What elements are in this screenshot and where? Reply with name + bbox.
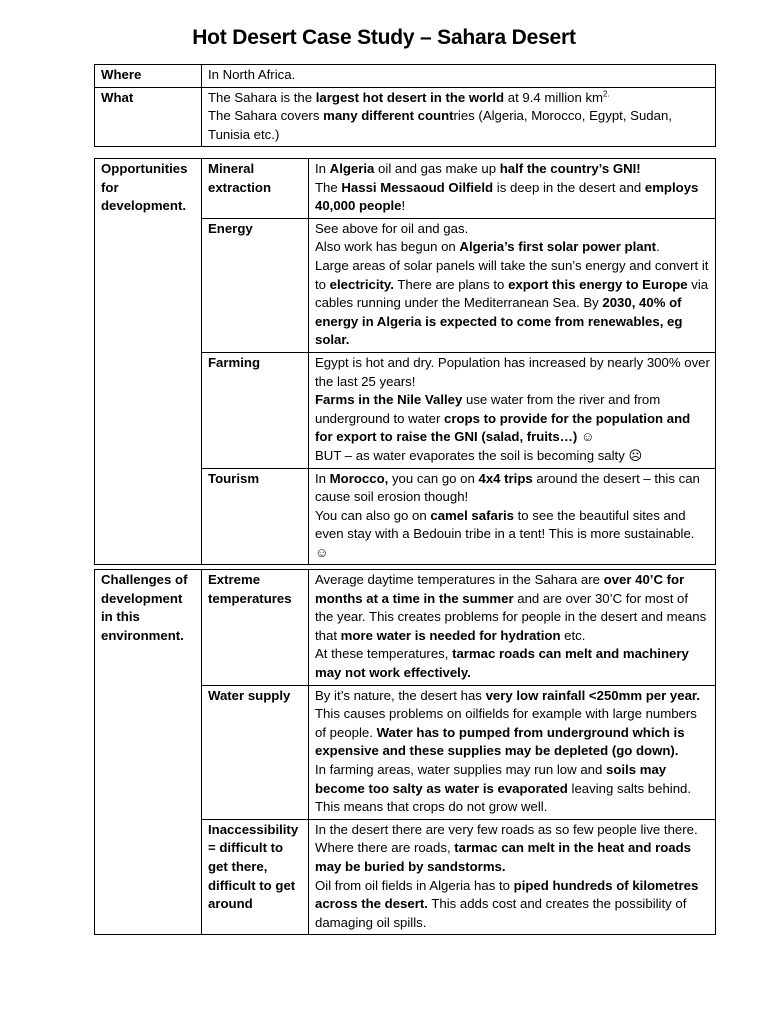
text-run: at 9.4 million km — [504, 89, 604, 105]
text-run: This causes problems on oilfields for example with large numbers of people. — [315, 706, 697, 740]
text-run: Also work has begun on — [315, 239, 460, 255]
opportunities-topic: Tourism — [202, 468, 309, 565]
text-line — [315, 220, 710, 239]
text-run: See above for oil and gas. — [315, 220, 469, 236]
text-run: Water has to pumped from underground which is expensive and these supplies may be depleted (go down). — [315, 724, 685, 759]
where-text: In North Africa. — [202, 65, 716, 88]
opportunities-body — [95, 159, 716, 565]
text-run: Oil from oil fields in Algeria has to — [315, 877, 514, 893]
text-run: There are plans to — [393, 276, 509, 292]
text-run: ries (Algeria, Morocco, Egypt, Sudan, Tunisia etc.) — [208, 108, 672, 142]
text-run: 2030, 40% of energy in Algeria is expected to come from renewables, eg solar. — [315, 295, 683, 348]
text-run: export this energy to Europe — [508, 276, 688, 292]
text-run: tarmac can melt in the heat and roads may be buried by sandstorms. — [315, 840, 691, 874]
text-run: soils may become too salty as water is evaporated — [315, 761, 667, 796]
text-run: This adds cost and creates the possibility of damaging oil spills. — [315, 896, 687, 930]
text-run: around the desert – this can cause soil erosion though! — [315, 470, 700, 505]
text-line — [315, 257, 710, 350]
opportunities-detail — [309, 352, 716, 468]
text-run: leaving salts behind. This means that crops do not grow well. — [315, 780, 692, 815]
text-run: and are over 30’C for most of the year. This creates problems for people in the desert and means that — [315, 590, 707, 643]
text-line — [315, 470, 710, 507]
text-run: oil and gas make up — [374, 161, 500, 176]
text-run: BUT – as water evaporates the soil is becoming salty ☹ — [315, 447, 643, 463]
text-run: Morocco, — [329, 470, 389, 486]
challenges-row — [95, 570, 716, 686]
opportunities-topic: Farming — [202, 352, 309, 468]
challenges-topic: Inaccessibility = difficult to get there, difficult to get around — [202, 819, 309, 935]
text-run: Egypt is hot and dry. Population has increased by nearly 300% over the last 25 years! — [315, 354, 710, 389]
text-run: to see the beautiful sites and even stay with a Bedouin tribe in a tent! This is more sustainable. ☺ — [315, 507, 695, 560]
opportunities-detail — [309, 468, 716, 565]
challenges-detail — [309, 685, 716, 819]
text-line — [315, 507, 710, 563]
text-run: In — [315, 161, 330, 176]
text-run: more water is needed for hydration — [340, 627, 561, 643]
text-run: The Sahara is the — [208, 89, 316, 105]
text-run: over 40’C for months at a time in the summer — [315, 572, 685, 606]
where-label: Where — [95, 65, 202, 88]
text-line — [315, 687, 710, 761]
text-run: crops to provide for the population and for export to raise the GNI (salad, fruits…) — [315, 410, 691, 445]
text-run: In farming areas, water supplies may run low and — [315, 761, 606, 777]
text-line — [315, 821, 710, 877]
text-run: Algeria — [329, 161, 375, 176]
text-run: Farms in the Nile Valley — [315, 392, 463, 408]
text-run: You can also go on — [315, 507, 431, 523]
text-run: In the desert there are very few roads as so few people live there. Where there are roads, — [315, 821, 698, 856]
text-line — [315, 179, 710, 216]
text-run: piped hundreds of kilometres across the desert. — [315, 877, 699, 912]
what-text — [202, 87, 716, 147]
text-run: you can go on — [388, 470, 479, 486]
where-row — [95, 65, 716, 88]
text-run: Algeria’s first solar power plant — [459, 239, 657, 255]
text-run: In — [315, 470, 330, 486]
text-line — [315, 160, 710, 179]
text-run: 2. — [603, 89, 610, 99]
text-run: tarmac roads can melt and machinery may not work effectively. — [315, 646, 689, 680]
text-run: 4x4 trips — [478, 470, 533, 486]
opportunities-heading: Opportunities for development. — [95, 159, 202, 565]
text-run: very low rainfall <250mm per year. — [485, 687, 700, 703]
opportunities-table — [94, 158, 716, 565]
text-line — [315, 238, 710, 257]
challenges-detail — [309, 819, 716, 935]
opportunities-detail — [309, 218, 716, 352]
opportunities-topic: Mineral extraction — [202, 159, 309, 219]
text-line — [315, 391, 710, 447]
text-run: many different count — [323, 108, 454, 124]
text-line — [315, 761, 710, 817]
opportunities-detail — [309, 159, 716, 219]
text-run: via cables running under the Mediterranean Sea. By — [315, 276, 709, 311]
challenges-topic: Extreme temperatures — [202, 570, 309, 686]
text-line — [315, 447, 710, 466]
text-run: use water from the river and from underground to water — [315, 392, 661, 426]
challenges-heading: Challenges of development in this environment. — [95, 570, 202, 935]
what-row — [95, 87, 716, 147]
text-line — [315, 571, 710, 645]
challenges-body — [95, 570, 716, 935]
page-title: Hot Desert Case Study – Sahara Desert — [192, 26, 576, 49]
text-run: camel safaris — [430, 507, 514, 523]
text-line — [315, 645, 710, 682]
challenges-topic: Water supply — [202, 685, 309, 819]
text-run: The — [315, 179, 342, 195]
opportunities-topic: Energy — [202, 218, 309, 352]
text-run: employs 40,000 people — [315, 179, 699, 214]
text-run: At these temperatures, — [315, 646, 453, 662]
opportunities-row — [95, 159, 716, 219]
text-line — [208, 107, 710, 144]
text-run: is deep in the desert and — [493, 179, 645, 195]
text-run: The Sahara covers — [208, 108, 324, 124]
text-run: Average daytime temperatures in the Sahara are — [315, 572, 604, 587]
text-line — [315, 354, 710, 391]
text-run: Hassi Messaoud Oilfield — [341, 179, 494, 195]
text-run: . — [656, 239, 660, 255]
text-run: Large areas of solar panels will take the sun’s energy and convert it to — [315, 257, 709, 292]
text-run: ☺ — [577, 429, 595, 445]
text-run: etc. — [560, 627, 586, 643]
text-line — [208, 89, 710, 108]
text-run: half the country’s GNI! — [499, 161, 641, 176]
what-label: What — [95, 87, 202, 147]
text-run: electricity. — [329, 276, 394, 292]
text-run: By it’s nature, the desert has — [315, 687, 486, 703]
text-run: ! — [401, 198, 406, 214]
challenges-detail — [309, 570, 716, 686]
text-run: largest hot desert in the world — [315, 89, 505, 105]
text-line — [315, 877, 710, 933]
intro-table — [94, 64, 716, 147]
challenges-table — [94, 569, 716, 935]
